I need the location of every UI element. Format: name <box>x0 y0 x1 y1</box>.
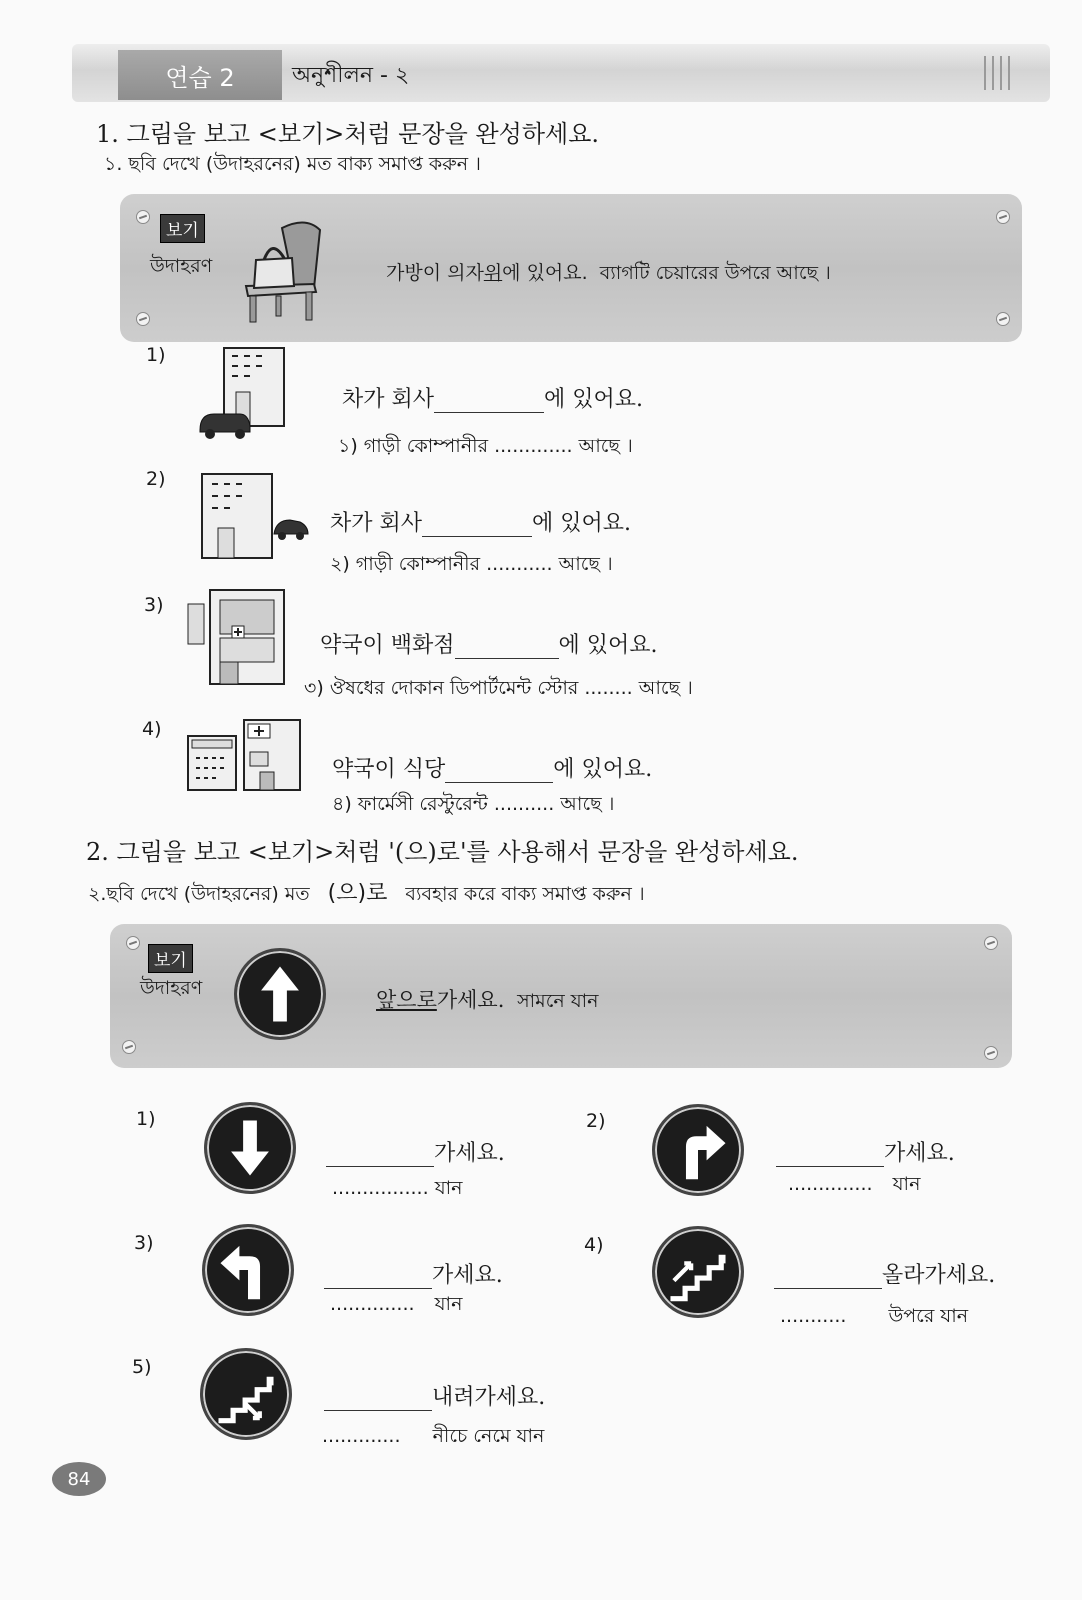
building-car-side-icon <box>200 472 312 562</box>
answer-blank[interactable] <box>326 1166 434 1167</box>
answer-blank[interactable] <box>776 1166 884 1167</box>
q2-title-ko: 2. 그림을 보고 <보기>처럼 '(으)로'를 사용해서 문장을 완성하세요. <box>86 838 799 866</box>
q1-item-sentence: 차가 회사 에 있어요. <box>330 511 632 536</box>
q2-item-translation: ................ যান <box>332 1177 463 1199</box>
q2-item-number: 2) <box>586 1110 606 1132</box>
q1-item-number: 3) <box>144 594 164 616</box>
q2-item-number: 1) <box>136 1108 156 1130</box>
q1-item-number: 4) <box>142 718 162 740</box>
arrow-up-icon <box>234 948 326 1040</box>
stairs-up-icon <box>652 1226 744 1318</box>
q2-item-translation: .............. যান <box>788 1173 921 1195</box>
answer-blank[interactable] <box>422 536 532 537</box>
q1-title-bn: ১. ছবি দেখে (উদাহরনের) মত বাক্য সমাপ্ত করুন । <box>104 153 481 175</box>
arrow-turn-left-icon <box>202 1224 294 1316</box>
answer-blank[interactable] <box>324 1410 432 1411</box>
exercise-subtitle: অনুশীলন - ২ <box>292 63 410 88</box>
arrow-turn-right-icon <box>652 1104 744 1196</box>
q1-item-translation: ১) গাড়ী কোম্পানীর ............. আছে । <box>338 435 633 457</box>
example-label: উদাহরণ <box>140 977 203 999</box>
answer-blank[interactable] <box>445 782 553 783</box>
q2-item-number: 3) <box>134 1232 154 1254</box>
q1-item-sentence: 약국이 식당 에 있어요. <box>332 757 653 782</box>
q2-item-translation: ............. নীচে নেমে যান <box>322 1425 545 1447</box>
q2-item-sentence: 가세요. <box>324 1258 503 1289</box>
q2-example-box <box>110 924 1012 1068</box>
q2-item-sentence: 내려가세요. <box>324 1380 545 1411</box>
q2-item-translation: ........... উপরে যান <box>780 1305 969 1327</box>
building-car-front-icon <box>196 344 292 442</box>
answer-blank[interactable] <box>455 658 559 659</box>
arrow-down-icon <box>204 1102 296 1194</box>
q1-item-translation: ৪) ফার্মেসী রেস্টুরেন্ট .......... আছে । <box>332 793 615 815</box>
q2-item-sentence: 가세요. <box>776 1136 955 1167</box>
exercise-tab: 연습 2 <box>118 50 282 100</box>
q1-example-box <box>120 194 1022 342</box>
q1-title-ko: 1. 그림을 보고 <보기>처럼 문장을 완성하세요. <box>96 120 600 148</box>
q1-item-number: 2) <box>146 468 166 490</box>
q2-title-bn: ২.ছবি দেখে (উদাহরনের) মত (으)로 ব্যবহার করে বাক্য সমাপ্ত করুন । <box>88 881 645 906</box>
q1-item-translation: ৩) ঔষধের দোকান ডিপার্টমেন্ট স্টোর ........ আছে । <box>304 677 693 699</box>
q2-item-translation: .............. যান <box>330 1293 463 1315</box>
q1-item-sentence: 차가 회사 에 있어요. <box>342 387 644 412</box>
q2-item-number: 4) <box>584 1234 604 1256</box>
bag-on-chair-icon <box>236 208 326 326</box>
restaurant-pharmacy-icon <box>186 716 306 794</box>
example-sentence: 앞으로가세요. সামনে যান <box>376 988 599 1012</box>
example-badge: 보기 <box>160 214 205 243</box>
example-sentence: 가방이 의자위에 있어요. ব্যাগটি চেয়ারের উপরে আছে । <box>386 262 831 284</box>
example-label: উদাহরণ <box>150 255 213 277</box>
q1-item-translation: ২) গাড়ী কোম্পানীর ........... আছে । <box>330 553 613 575</box>
q2-item-number: 5) <box>132 1356 152 1378</box>
answer-blank[interactable] <box>434 412 544 413</box>
answer-blank[interactable] <box>324 1288 432 1289</box>
example-badge: 보기 <box>148 944 193 973</box>
q2-item-sentence: 가세요. <box>326 1136 505 1167</box>
q1-item-sentence: 약국이 백화점 에 있어요. <box>320 633 658 658</box>
answer-blank[interactable] <box>774 1288 882 1289</box>
q2-item-sentence: 올라가세요. <box>774 1258 995 1289</box>
department-store-pharmacy-icon <box>184 588 288 688</box>
page-number: 84 <box>52 1462 106 1496</box>
q1-item-number: 1) <box>146 344 166 366</box>
stairs-down-icon <box>200 1348 292 1440</box>
